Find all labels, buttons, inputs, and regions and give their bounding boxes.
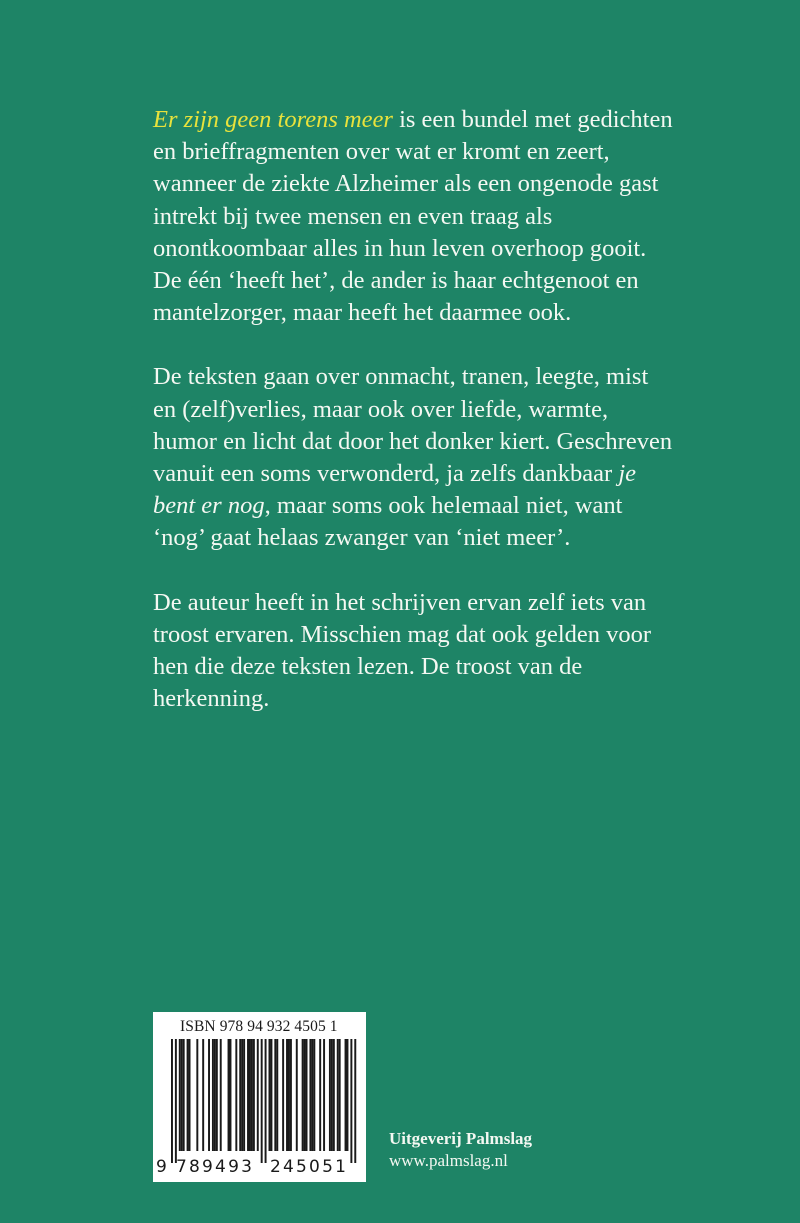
- paragraph-text: De auteur heeft in het schrijven ervan zelf iets van troost ervaren. Misschien mag dat ook gelden voor hen die deze teksten lezen. De troost van de herkenning.: [153, 588, 652, 713]
- publisher-url: www.palmslag.nl: [389, 1151, 508, 1170]
- publisher-name: Uitgeverij Palmslag: [389, 1129, 533, 1148]
- barcode-right-digits: 245051: [270, 1157, 349, 1177]
- blurb-paragraph-1: [153, 104, 673, 329]
- paragraph-text: , maar soms ook helemaal niet, want ‘nog’ gaat helaas zwanger van ‘niet meer’.: [153, 492, 623, 552]
- emphasis-text: je bent er nog: [153, 460, 637, 520]
- isbn-barcode: [153, 1012, 366, 1182]
- paragraph-text: is een bundel met gedichten en brieffragmenten over wat er kromt en zeert, wanneer de ziekte Alzheimer als een ongenode gast intrekt bij twee mensen en even traag als onontkoombaar alles in hun leven overhoop gooit. De één ‘heeft het’, de ander is haar echtgenoot en mantelzorger, maar heeft het daarmee ook.: [153, 106, 673, 327]
- barcode-first-digit: 9: [156, 1157, 170, 1177]
- barcode-left-digits: 789493: [176, 1157, 255, 1177]
- blurb-paragraph-2: [153, 361, 673, 554]
- isbn-label: ISBN 978 94 932 4505 1: [180, 1018, 338, 1035]
- blurb-paragraph-3: [153, 587, 673, 716]
- paragraph-text: De teksten gaan over onmacht, tranen, leegte, mist en (zelf)verlies, maar ook over liefde, warmte, humor en licht dat door het donker kiert. Geschreven vanuit een soms verwonderd, ja zelfs dankbaar: [153, 363, 673, 488]
- publisher-info: [389, 1128, 532, 1172]
- book-title: Er zijn geen torens meer: [153, 106, 393, 133]
- blurb-text: [153, 104, 673, 747]
